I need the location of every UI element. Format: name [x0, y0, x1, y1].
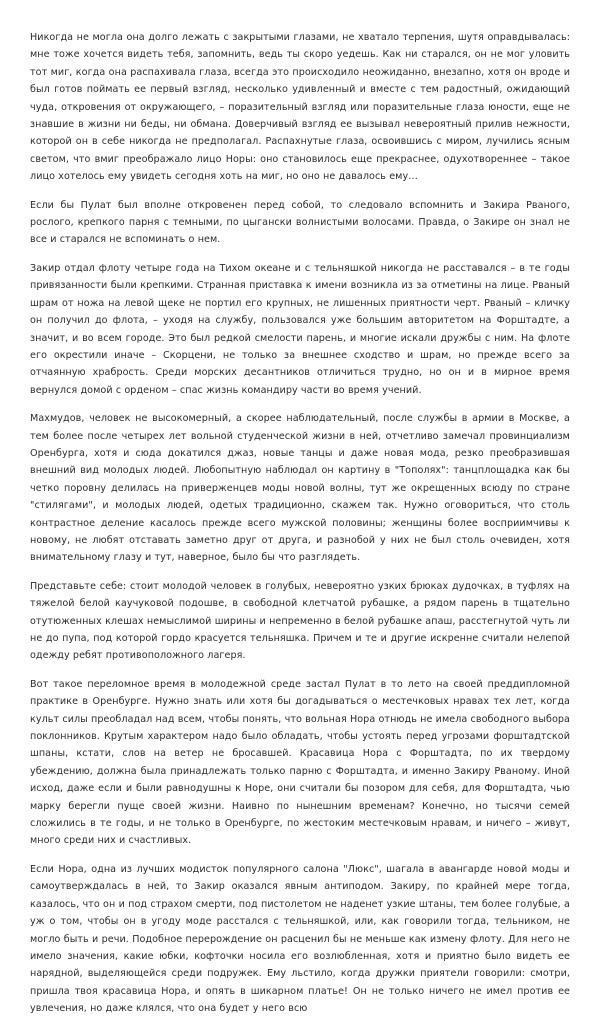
paragraph-5: Представьте себе: стоит молодой человек в голубых, невероятно узких брюках дудочках, в туфлях на тяжелой белой каучуковой подошве, в свободной клетчатой рубашке, а рядом парень в тщательно отутюженных клешах немыслимой ширины и непременно в белой рубашке апаш, расстегнутой чуть ли не до пупа, под которой гордо красуется тельняшка. Причем и те и другие искренне считали нелепой одежду ребят противоположного лагеря. — [30, 580, 570, 662]
paragraph-6: Вот такое переломное время в молодежной среде застал Пулат в то лето на своей преддипломной практике в Оренбурге. Нужно знать или хотя бы догадываться о местечковых нравах тех лет, когда культ силы преобладал над всем, чтобы понять, что вольная Нора отнюдь не имела свободного выбора поклонников. Крутым характером надо было обладать, чтобы устоять перед угрозами форштадтской шпаны, кстати, слов на ветер не бросавшей. Красавица Нора с Форштадта, по их твердому убеждению, должна была принадлежать только парню с Форштадта, и именно Закиру Рваному. Иной исход, даже если и были равнодушны к Норе, они считали бы позором для себя, для Форштадта, чью марку берегли пуще своей жизни. Наивно по нынешним временам? Конечно, но тысячи семей сложились в те годы, и не только в Оренбурге, по жестоким местечковым нравам, и ничего – живут, много среди них и счастливых. — [30, 678, 570, 847]
paragraph-2: Если бы Пулат был вполне откровенен перед собой, то следовало вспомнить и Закира Рваного, рослого, крепкого парня с темными, по цыгански волнистыми волосами. Правда, о Закире он знал не все и старался не вспоминать о нем. — [30, 199, 570, 246]
paragraph-1: Никогда не могла она долго лежать с закрытыми глазами, не хватало терпения, шутя оправдывалась: мне тоже хочется видеть тебя, запомнить, ведь ты скоро уедешь. Как ни старался, он не мог уловить тот миг, когда она распахивала глаза, всегда это происходило неожиданно, внезапно, хотя он вроде и был готов поймать ее первый взгляд, несколько удивленный и вместе с тем радостный, ожидающий чуда, откровения от окружающего, – поразительный взгляд или поразительные глаза юности, еще не знавшие в жизни ни беды, ни обмана. Доверчивый взгляд ее вызывал невероятный прилив нежности, которой он в себе никогда не предполагал. Распахнутые глаза, освоившись с миром, лучились ясным светом, что вмиг преображало лицо Норы: оно становилось еще прекраснее, одухотвореннее – такое лицо хотелось ему увидеть сегодня хоть на миг, но оно не давалось ему… — [30, 32, 570, 183]
document-text-body — [30, 29, 570, 1018]
paragraph-3: Закир отдал флоту четыре года на Тихом океане и с тельняшкой никогда не расставался – в те годы привязанности были крепкими. Странная приставка к имени возникла из за отметины на лице. Рваный шрам от ножа на левой щеке не портил его крупных, не лишенных приятности черт. Рваный – кличку он получил до флота, – уходя на службу, пользовался уже большим авторитетом на Форштадте, а значит, и во всем городе. Это был редкой смелости парень, и многие искали дружбы с ним. На флоте его окрестили иначе – Скорцени, не только за внешнее сходство и шрам, но прежде всего за отчаянную храбрость. Среди морских десантников отличиться трудно, но он и в мирное время вернулся домой с орденом – спас жизнь командиру части во время учений. — [30, 262, 570, 396]
paragraph-7: Если Нора, одна из лучших модисток популярного салона "Люкс", шагала в авангарде новой моды и самоутверждалась в ней, то Закир оказался явным антиподом. Закиру, по крайней мере тогда, казалось, что он и под страхом смерти, под пистолетом не наденет узкие штаны, тем более голубые, а уж о том, чтобы он в угоду моде расстался с тельняшкой, или, как говорили тогда, тельником, не могло быть и речи. Подобное перерождение он расценил бы не меньше как измену флоту. Для него не имело значения, какие юбки, кофточки носила его возлюбленная, хотя и приятно было видеть ее нарядной, выделяющейся среди подружек. Ему льстило, когда дружки приятели говорили: смотри, пришла твоя красавица Нора, и опять в шикарном платье! Он не только ничего не имел против ее увлечения, но даже клялся, что она будет у него всю — [30, 863, 570, 1015]
paragraph-4: Махмудов, человек не высокомерный, а скорее наблюдательный, после службы в армии в Москве, а тем более после четырех лет вольной студенческой жизни в ней, отчетливо замечал провинциализм Оренбурга, хотя и сюда докатился джаз, новые танцы и даже новая мода, резко преобразившая внешний вид молодых людей. Любопытную наблюдал он картину в "Тополях": танцплощадка как бы четко поровну делилась на приверженцев моды новой волны, тут же окрещенных всюду по стране "стилягами", и молодых людей, одетых традиционно, скажем так. Нужно оговориться, что столь контрастное деление касалось прежде всего мужской половины; женщины более восприимчивы к новому, не любят отставать заметно друг от друга, и разнобой у них не был столь очевиден, хотя внимательному глазу и тут, наверное, было бы что разглядеть. — [30, 413, 570, 564]
